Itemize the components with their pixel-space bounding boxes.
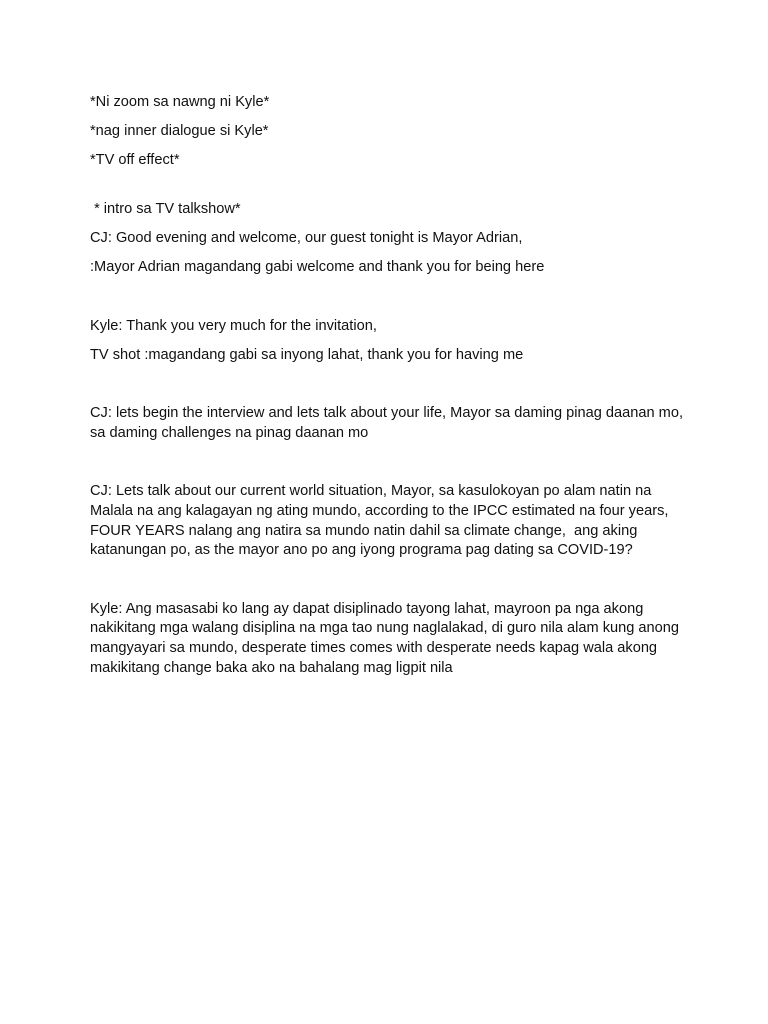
dialogue-cj-welcome: CJ: Good evening and welcome, our guest tonight is Mayor Adrian, bbox=[90, 229, 523, 246]
dialogue-kyle-answer: Kyle: Ang masasabi ko lang ay dapat disiplinado tayong lahat, mayroon pa nga akong nakikitang mga walang disiplina na mga tao nung naglalakad, di guro nila alam kung anong mangyayari sa mundo, desperate times comes with desperate needs kapag wala akong makikitang change baka ako na bahalang mag ligpit nila bbox=[90, 600, 684, 676]
dialogue-cj-world-situation: CJ: Lets talk about our current world situation, Mayor, sa kasulokoyan po alam natin na Malala na ang kalagayan ng ating mundo, according to the IPCC estimated na four years, FOUR YEARS nalang ang natira sa mundo natin dahil sa climate change, ang aking katanungan po, as the mayor ano po ang iyong programa pag dating sa COVID-19? bbox=[90, 483, 673, 559]
dialogue-cj-interview: CJ: lets begin the interview and lets talk about your life, Mayor sa daming pinag daanan mo, sa daming challenges na pinag daanan mo bbox=[90, 405, 688, 441]
stage-direction-intro: * intro sa TV talkshow* bbox=[90, 200, 241, 217]
stage-direction-zoom: *Ni zoom sa nawng ni Kyle* bbox=[90, 94, 270, 110]
dialogue-kyle-thanks: Kyle: Thank you very much for the invitation, bbox=[90, 317, 377, 334]
stage-direction-inner-dialogue: *nag inner dialogue si Kyle* bbox=[90, 123, 269, 140]
stage-direction-tv-off: *TV off effect* bbox=[90, 152, 180, 169]
dialogue-tv-shot: TV shot :magandang gabi sa inyong lahat, thank you for having me bbox=[90, 346, 524, 363]
script-body bbox=[90, 93, 686, 678]
dialogue-cj-greeting: :Mayor Adrian magandang gabi welcome and thank you for being here bbox=[90, 258, 545, 275]
